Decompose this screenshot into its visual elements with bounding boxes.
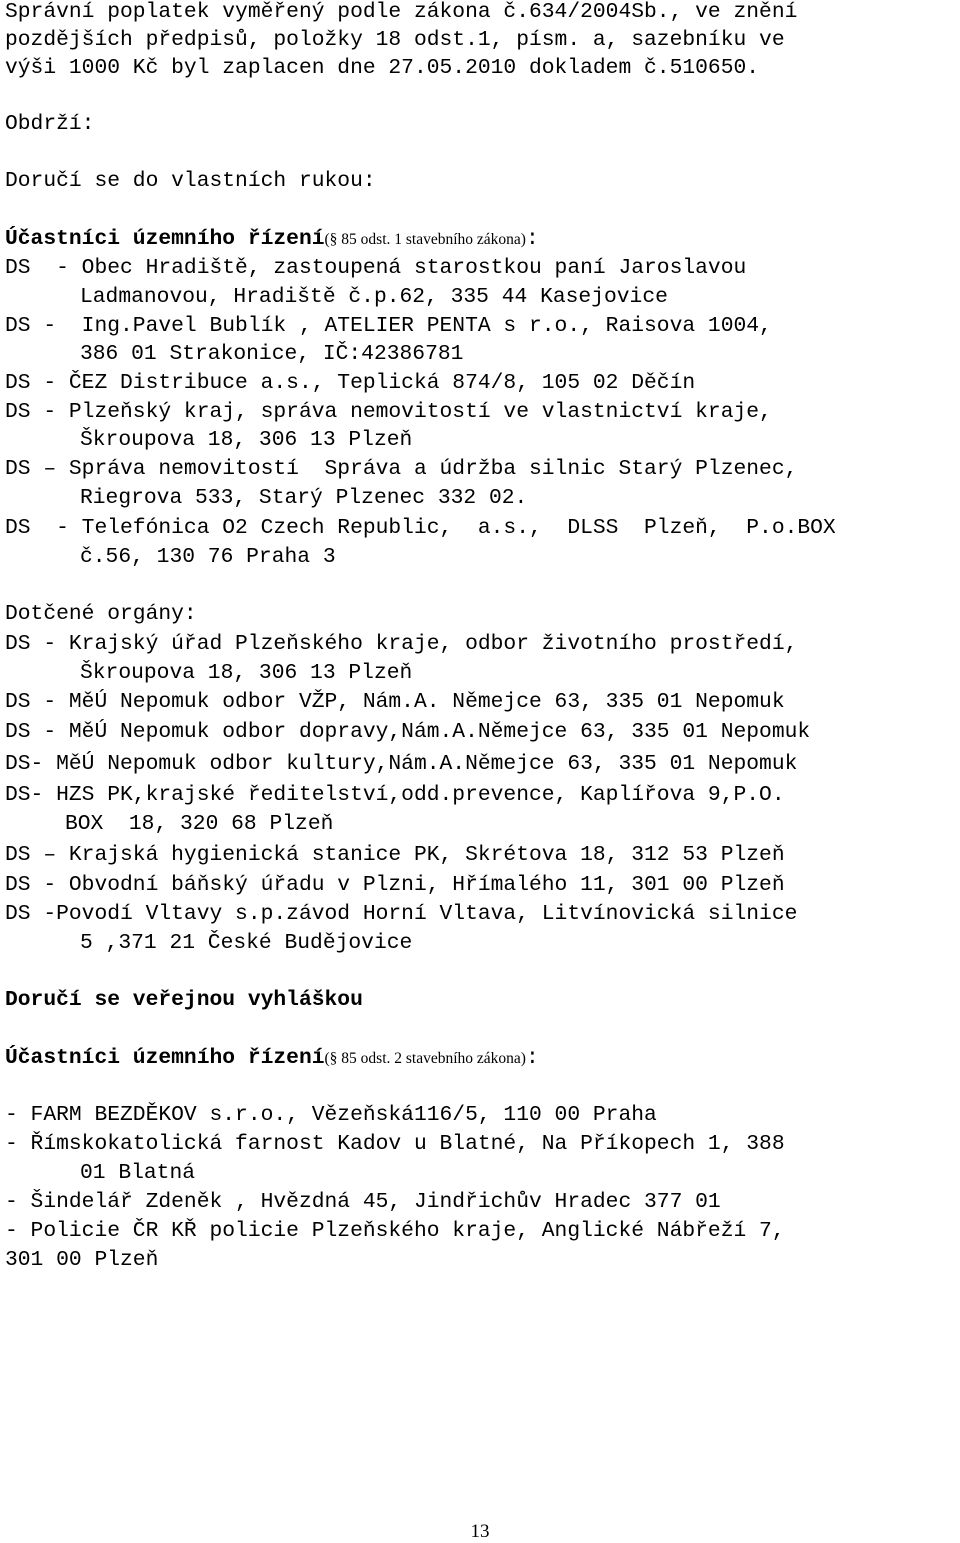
public-notice-heading: Doručí se veřejnou vyhláškou (5, 988, 363, 1012)
page-number: 13 (470, 1521, 490, 1542)
list-item: 301 00 Plzeň (5, 1248, 159, 1272)
participants-colon: : (525, 1046, 539, 1070)
list-item: - Šindelář Zdeněk , Hvězdná 45, Jindřichův Hradec 377 01 (5, 1190, 721, 1214)
list-item: DS - MěÚ Nepomuk odbor dopravy,Nám.A.Němejce 63, 335 01 Nepomuk (5, 720, 811, 744)
list-item: DS- MěÚ Nepomuk odbor kultury,Nám.A.Němejce 63, 335 01 Nepomuk (5, 752, 798, 776)
list-item: DS - Krajský úřad Plzeňského kraje, odbor životního prostředí, (5, 632, 798, 656)
personal-delivery-heading: Doručí se do vlastních rukou: (5, 169, 376, 193)
list-item: DS - Ing.Pavel Bublík , ATELIER PENTA s r.o., Raisova 1004, (5, 314, 772, 338)
fee-note-line: Správní poplatek vyměřený podle zákona č.634/2004Sb., ve znění (5, 0, 798, 24)
list-item: DS - Obvodní báňský úřadu v Plzni, Hřímalého 11, 301 00 Plzeň (5, 873, 785, 897)
list-item: Ladmanovou, Hradiště č.p.62, 335 44 Kasejovice (80, 285, 668, 309)
list-item: BOX 18, 320 68 Plzeň (65, 812, 334, 836)
list-item: DS - ČEZ Distribuce a.s., Teplická 874/8, 105 02 Děčín (5, 371, 696, 395)
list-item: 01 Blatná (80, 1161, 196, 1185)
list-item: DS - Plzeňský kraj, správa nemovitostí ve vlastnictví kraje, (5, 400, 772, 424)
list-item: - FARM BEZDĚKOV s.r.o., Vězeňská116/5, 110 00 Praha (5, 1103, 657, 1127)
fee-note-line: pozdějších předpisů, položky 18 odst.1, písm. a, sazebníku ve (5, 28, 785, 52)
list-item: DS - Obec Hradiště, zastoupená starostkou paní Jaroslavou (5, 256, 747, 280)
list-item: Riegrova 533, Starý Plzenec 332 02. (80, 486, 528, 510)
fee-note-line: výši 1000 Kč byl zaplacen dne 27.05.2010 dokladem č.510650. (5, 56, 760, 80)
participants-detail: (§ 85 odst. 1 stavebního zákona) (324, 231, 526, 248)
list-item: DS -Povodí Vltavy s.p.závod Horní Vltava, Litvínovická silnice (5, 902, 798, 926)
list-item: Škroupova 18, 306 13 Plzeň (80, 428, 413, 452)
participants-heading-2 (5, 1044, 539, 1073)
receives-heading: Obdrží: (5, 112, 95, 136)
authorities-heading: Dotčené orgány: (5, 602, 197, 626)
participants-label: Účastníci územního řízení (5, 1046, 325, 1070)
participants-heading-1 (5, 225, 539, 254)
participants-label: Účastníci územního řízení (5, 227, 325, 251)
list-item: č.56, 130 76 Praha 3 (80, 545, 336, 569)
list-item: 5 ,371 21 České Budějovice (80, 931, 413, 955)
list-item: - Římskokatolická farnost Kadov u Blatné, Na Příkopech 1, 388 (5, 1132, 785, 1156)
list-item: DS - Telefónica O2 Czech Republic, a.s., DLSS Plzeň, P.o.BOX (5, 516, 836, 540)
participants-detail: (§ 85 odst. 2 stavebního zákona) (324, 1050, 526, 1067)
list-item: 386 01 Strakonice, IČ:42386781 (80, 342, 464, 366)
list-item: DS – Krajská hygienická stanice PK, Skrétova 18, 312 53 Plzeň (5, 843, 785, 867)
list-item: DS – Správa nemovitostí Správa a údržba silnic Starý Plzenec, (5, 457, 798, 481)
list-item: DS- HZS PK,krajské ředitelství,odd.prevence, Kaplířova 9,P.O. (5, 783, 785, 807)
list-item: Škroupova 18, 306 13 Plzeň (80, 661, 413, 685)
list-item: - Policie ČR KŘ policie Plzeňského kraje, Anglické Nábřeží 7, (5, 1219, 785, 1243)
participants-colon: : (525, 227, 539, 251)
list-item: DS - MěÚ Nepomuk odbor VŽP, Nám.A. Němejce 63, 335 01 Nepomuk (5, 690, 785, 714)
